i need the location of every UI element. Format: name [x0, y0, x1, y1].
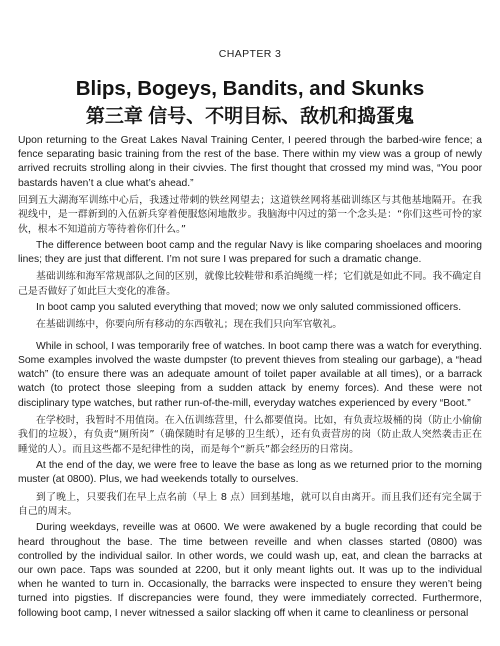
paragraph-en: While in school, I was temporarily free of watches. In boot camp there was a watch for everything. Some examples involved the waste dumpster (to prevent thieves from stealing our garbage), a “head watch” (to ensure there was an adequate amount of toilet paper available at all times), or a barrack watch (to protect those sleeping from a sudden attack by enemy forces). And these were not disciplinary type watches, but rather run-of-the-mill, everyday watches experienced by every “Boot.” [18, 340, 482, 409]
paragraph-en: The difference between boot camp and the regular Navy is like comparing shoelaces and mooring lines; they are just that different. I’m not sure I was prepared for such a dramatic change. [18, 240, 482, 266]
book-page [18, 0, 482, 646]
paragraph-zh: 在学校时，我暂时不用值岗。在入伍训练营里，什么都要值岗。比如，有负责垃圾桶的岗（防止小偷偷我们的垃圾），有负责“厕所岗”（确保随时有足够的卫生纸），还有负责营房的岗（防止敌人突然袭击正在睡觉的人）。而且这些都不是纪律性的岗，而是每个“新兵”都会经历的日常岗。 [18, 414, 482, 455]
chapter-title-english: Blips, Bogeys, Bandits, and Skunks [75, 77, 425, 100]
chapter-title-chinese: 第三章 信号、不明目标、敌机和捣蛋鬼 [85, 106, 415, 127]
paragraph-en: Upon returning to the Great Lakes Naval Training Center, I peered through the barbed-wire fence; a fence separating basic training from the rest of the base. There within my view was a group of newly arrived recruits strolling along in their civvies. The first thought that crossed my mind was, “You poor bastards haven’t a clue what’s ahead.” [18, 135, 482, 189]
paragraph-zh: 在基础训练中，你要向所有移动的东西敬礼；现在我们只向军官敬礼。 [36, 319, 343, 331]
paragraph-en: In boot camp you saluted everything that moved; now we only saluted commissioned officers. [36, 302, 462, 314]
chapter-label: CHAPTER 3 [218, 48, 282, 60]
paragraph-zh: 到了晚上，只要我们在早上点名前（早上 8 点）回到基地，就可以自由离开。而且我们还有完全属于自己的周末。 [18, 491, 482, 517]
paragraph-en: During weekdays, reveille was at 0600. We were awakened by a bugle recording that could be heard throughout the base. The time between reveille and when classes started (0800) was controlled by the individual sailor. In other words, we could wash up, eat, and clean the barracks at our own pace. Taps was sounded at 2200, but it only meant lights out. It was up to the individual when he wanted to turn in. Occasionally, the barracks were inspected to ensure they weren’t being turned into pigsties. If discrepancies were found, they were immediately corrected. Furthermore, following boot camp, I never witnessed a sailor slacking off when it came to cleanliness or personal [18, 522, 482, 619]
body-text [18, 134, 482, 621]
paragraph-zh: 回到五大湖海军训练中心后，我透过带刺的铁丝网望去；这道铁丝网将基础训练区与其他基地隔开。在我视线中，是一群新到的入伍新兵穿着便服悠闲地散步。我脑海中闪过的第一个念头是：“你们这些可怜的家伙，根本不知道前方等待着你们什么。” [18, 194, 482, 235]
paragraph-en: At the end of the day, we were free to leave the base as long as we returned prior to the morning muster (at 0800). Plus, we had weekends totally to ourselves. [18, 460, 482, 486]
paragraph-zh: 基础训练和海军常规部队之间的区别，就像比较鞋带和系泊绳缆一样；它们就是如此不同。我不确定自己是否做好了如此巨大变化的准备。 [18, 271, 482, 297]
